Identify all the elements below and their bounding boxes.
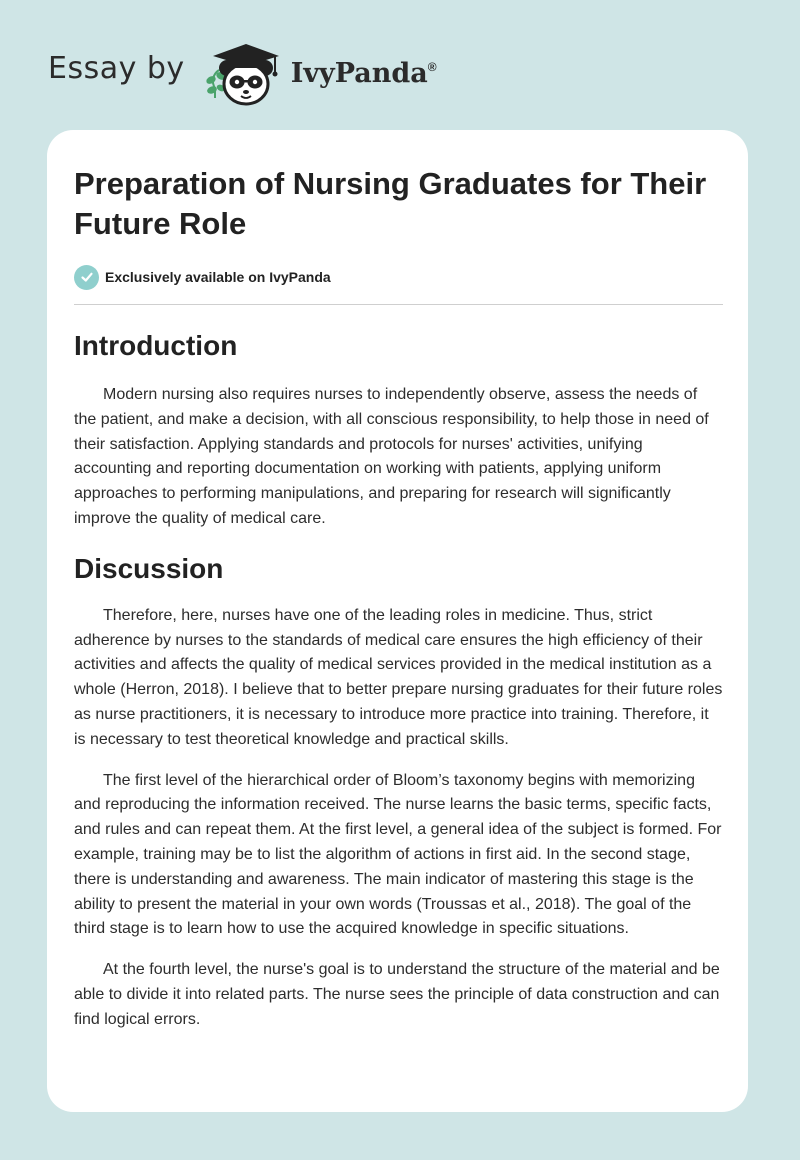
section-heading-discussion: Discussion: [74, 552, 224, 584]
panda-graduate-logo[interactable]: [199, 30, 285, 110]
brand-text: IvyPanda: [290, 57, 428, 89]
article-content: [74, 164, 723, 1033]
brand-name[interactable]: [291, 58, 437, 89]
article-title: Preparation of Nursing Graduates for Their Future Role: [74, 166, 707, 241]
essay-by-label: Essay by: [48, 50, 185, 86]
check-icon: [74, 265, 99, 290]
article-card: [47, 130, 748, 1112]
paragraph: The first level of the hierarchical order of Bloom’s taxonomy begins with memorizing and reproducing the information received. The nurse learns the basic terms, specific facts, and rules and can repeat them. At the first level, a general idea of the subject is formed. For example, training may be to list the algorithm of actions in first aid. In the second stage, there is understanding and awareness. The main indicator of mastering this stage is the ability to present the material in your own words (Troussas et al., 2018). The goal of the third stage is to learn how to use the acquired knowledge in specific situations.: [74, 771, 722, 938]
section-heading-introduction: Introduction: [74, 330, 238, 361]
exclusive-badge-label: Exclusively available on IvyPanda: [105, 269, 331, 285]
site-header: [48, 30, 437, 110]
divider: [74, 304, 723, 305]
registered-mark: ®: [427, 59, 437, 74]
paragraph: At the fourth level, the nurse's goal is to understand the structure of the material and be able to divide it into related parts. The nurse sees the principle of data construction and can find logical errors.: [74, 961, 720, 1028]
paragraph: Therefore, here, nurses have one of the leading roles in medicine. Thus, strict adherence by nurses to the standards of medical care ensures the high efficiency of their activities and affects the quality of medical services provided in the medical institution as a whole (Herron, 2018). I believe that to better prepare nursing graduates for their future roles as nurse practitioners, it is necessary to introduce more practice into training. Therefore, it is necessary to test theoretical knowledge and practical skills.: [74, 606, 723, 748]
exclusive-badge: [74, 264, 723, 290]
paragraph: Modern nursing also requires nurses to independently observe, assess the needs of the patient, and make a decision, with all conscious responsibility, to help those in need of their satisfaction. Applying standards and protocols for nurses' activities, unifying accounting and reporting documentation on working with patients, applying uniform approaches to performing manipulations, and preparing for research will significantly improve the quality of medical care.: [74, 386, 709, 527]
